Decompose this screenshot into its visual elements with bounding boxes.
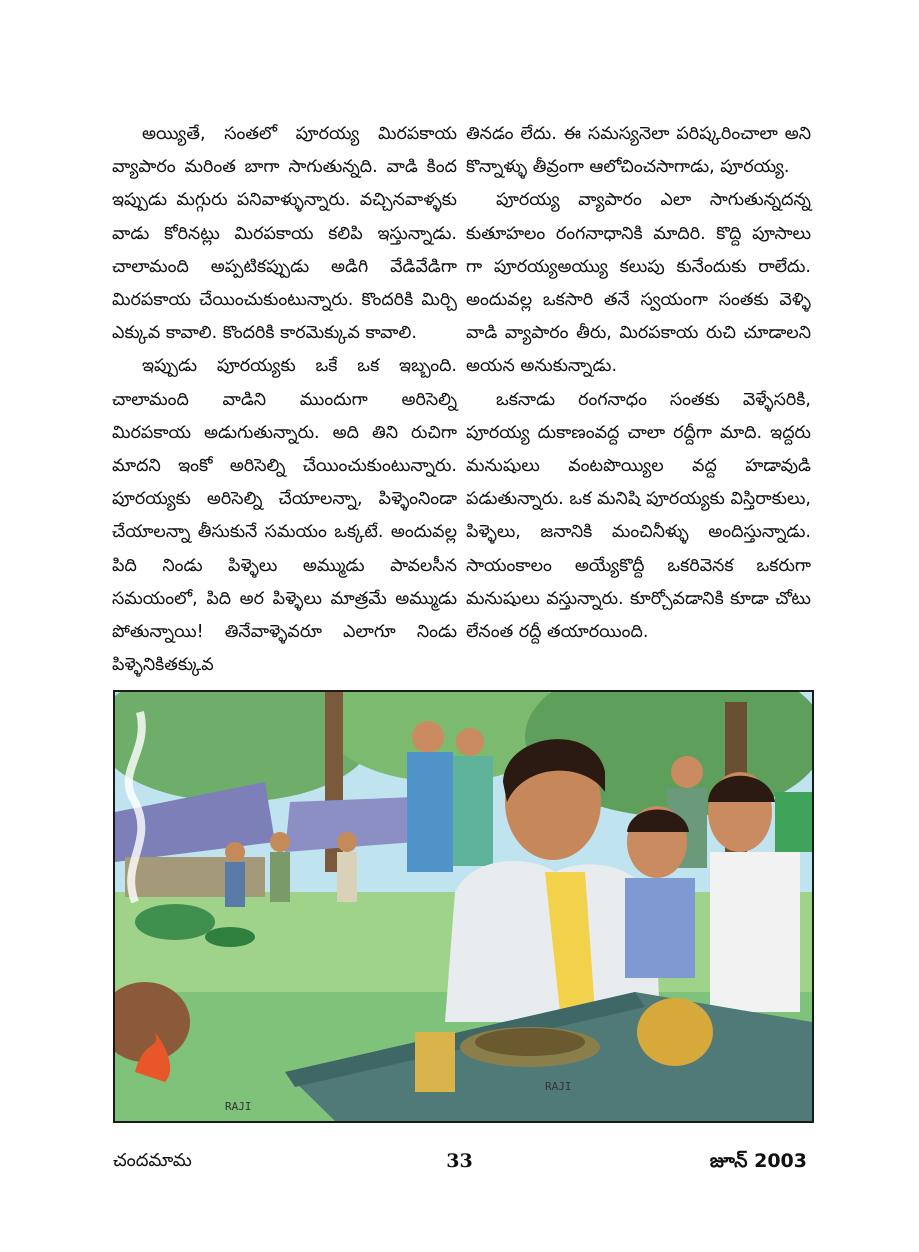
paragraph: పూరయ్య వ్యాపారం ఎలా సాగుతున్నదన్న కుతూహలం రంగనాధానికి మాదిరి. కొద్ది పూసాలు గా పూరయ్యఅయ్యు కలుపు కునేందుకు రాలేదు. అందువల్ల ఒకసారి తనే స్వయంగా సంతకు వెళ్ళి వాడి వ్యాపారం తీరు, మిరపకాయ రుచి చూడాలని అయన అనుకున్నాడు. [466,190,811,377]
artist-signature-left: RAJI [225,1100,252,1113]
paragraph: ఒకనాడు రంగనాధం సంతకు వెళ్ళేసరికి, పూరయ్య దుకాణంవద్ద చాలా రద్దీగా మాది. ఇద్దరు మనుషులు వంటపొయ్యిల వద్ద హడావుడి పడుతున్నారు. ఒక మనిషి పూరయ్యకు విస్తిరాకులు, పిళ్ళెలు, జనానికి మంచినీళ్ళు అందిస్తున్నాడు. సాయంకాలం అయ్యేకొద్దీ ఒకరివెనక ఒకరుగా మనుషులు వస్తున్నారు. కూర్చోవడానికి కూడా చోటు లేనంత రద్దీ తయారయింది. [466,389,811,643]
issue-date: జూన్ 2003 [709,1150,807,1172]
magazine-name: చందమామ [113,1150,192,1171]
story-column-left [112,118,457,682]
story-column-right [466,118,811,649]
paragraph: ఇప్పుడు పూరయ్యకు ఒకే ఒక ఇబ్బంది. చాలామంది వాడిని ముందుగా అరిసెల్ని మిరపకాయ అడుగుతున్నారు. అది తిని రుచిగా మాదని ఇంకో అరిసెల్ని చేయించుకుంటున్నారు. పూరయ్యకు అరిసెల్ని చేయాలన్నా, పిళ్ళెంనిండా చేయాలన్నా తీసుకునే సమయం ఒక్కటే. అందువల్ల పిది నిండు పిళ్ళెలు అమ్ముడు పావలసీన సమయంలో, పిది అర పిళ్ళెలు మాత్రమే అమ్ముడు పోతున్నాయి! తినేవాళ్ళెవరూ ఎలాగూ నిండు పిళ్ళెనికితక్కువ [112,356,457,676]
artist-signature-right: RAJI [545,1080,572,1093]
page-number: 33 [446,1150,473,1172]
paragraph: తినడం లేదు. ఈ సమస్యనెలా పరిష్కరించాలా అని కొన్నాళ్ళు తీవ్రంగా ఆలోచించసాగాడు, పూరయ్య. [466,124,811,178]
paragraph: అయ్యితే, సంతలో పూరయ్య మిరపకాయ వ్యాపారం మరింత బాగా సాగుతున్నది. వాడి కింద ఇప్పుడు మగ్గురు పనివాళ్ళున్నారు. వచ్చినవాళ్ళకు వాడు కోరినట్లు మిరపకాయ కలిపి ఇస్తున్నాడు. చాలామంది అప్పటికప్పుడు అడిగి వేడివేడిగా మిరపకాయ చేయించుకుంటున్నారు. కొందరికి మిర్చి ఎక్కువ కావాలి. కొందరికి కారమెక్కువ కావాలి. [112,124,457,344]
market-scene-illustration [113,690,814,1123]
